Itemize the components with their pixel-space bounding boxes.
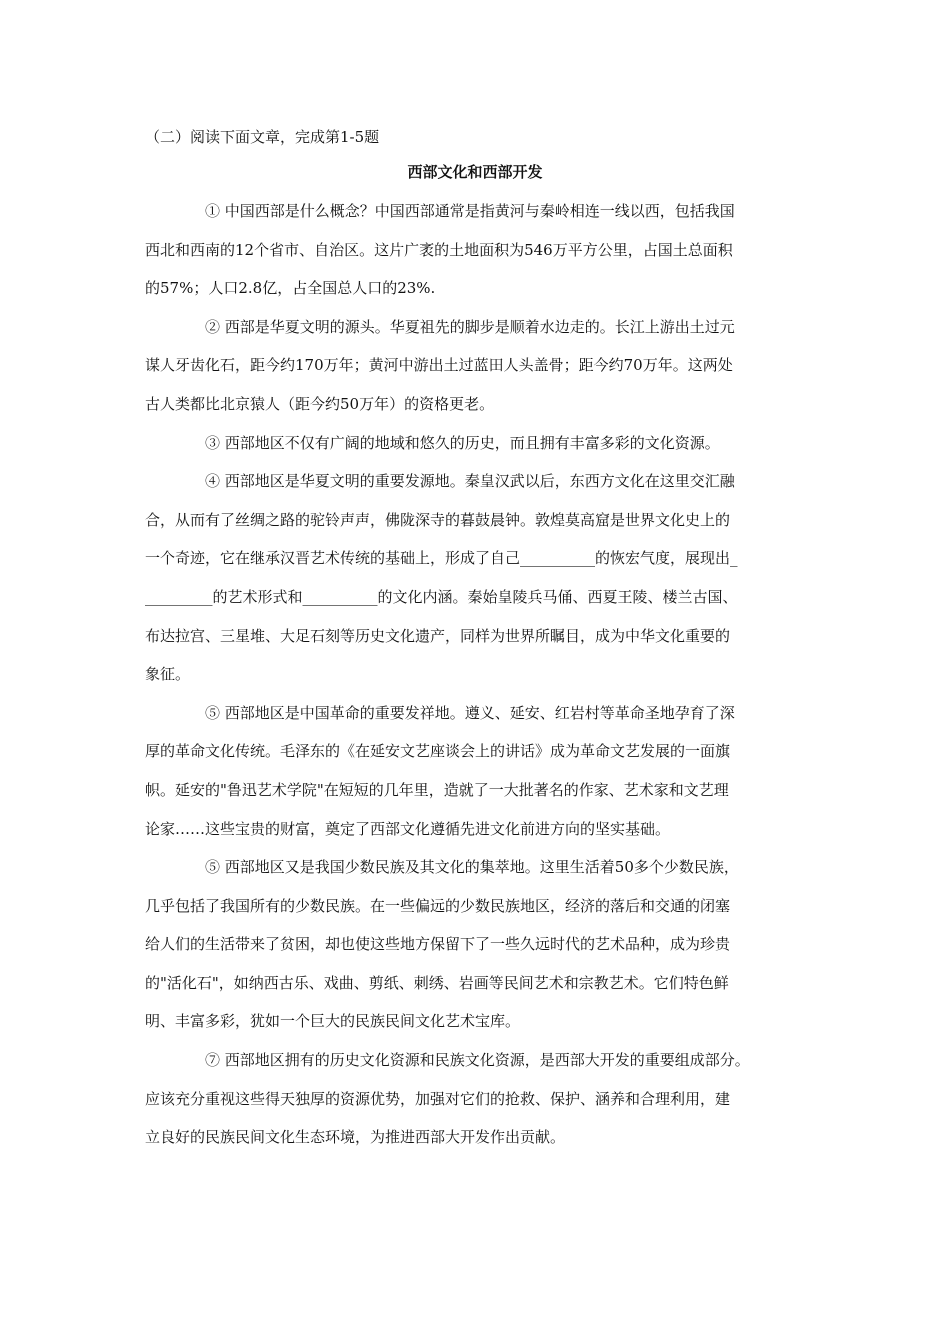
paragraph-line: 应该充分重视这些得天独厚的资源优势，加强对它们的抢救、保护、涵养和合理利用，建 <box>145 1089 731 1108</box>
paragraph-3 <box>145 424 805 463</box>
paragraph-line: 象征。 <box>145 665 191 684</box>
paragraph-4 <box>145 462 805 694</box>
paragraph-line: 的"活化石"，如纳西古乐、戏曲、剪纸、刺绣、岩画等民间艺术和宗教艺术。它们特色鲜 <box>145 973 729 992</box>
paragraph-line: 立良好的民族民间文化生态环境，为推进西部大开发作出贡献。 <box>145 1128 566 1147</box>
paragraph-6 <box>145 848 805 1041</box>
paragraph-line: 西北和西南的12个省市、自治区。这片广袤的土地面积为546万平方公里，占国土总面积 <box>145 240 733 259</box>
section-heading: （二）阅读下面文章，完成第1-5题 <box>145 128 380 146</box>
document-page <box>145 120 805 1157</box>
paragraph-line: 几乎包括了我国所有的少数民族。在一些偏远的少数民族地区，经济的落后和交通的闭塞 <box>145 896 731 915</box>
paragraph-line: 给人们的生活带来了贫困，却也使这些地方保留下了一些久远时代的艺术品种，成为珍贵 <box>145 935 731 954</box>
paragraph-line: ④ 西部地区是华夏文明的重要发源地。秦皇汉武以后，东西方文化在这里交汇融 <box>205 472 735 491</box>
paragraph-line: 合，从而有了丝绸之路的驼铃声声，佛陇深寺的暮鼓晨钟。敦煌莫高窟是世界文化史上的 <box>145 510 731 529</box>
paragraph-line: ③ 西部地区不仅有广阔的地域和悠久的历史，而且拥有丰富多彩的文化资源。 <box>205 433 720 452</box>
paragraph-line: 谋人牙齿化石，距今约170万年；黄河中游出土过蓝田人头盖骨；距今约70万年。这两处 <box>145 356 733 375</box>
article-title: 西部文化和西部开发 <box>407 163 543 181</box>
paragraph-line: _________的艺术形式和__________的文化内涵。秦始皇陵兵马俑、西夏王陵、楼兰古国、 <box>145 587 738 606</box>
paragraph-5 <box>145 694 805 848</box>
paragraph-line: 古人类都比北京猿人（距今约50万年）的资格更老。 <box>145 394 495 413</box>
paragraph-line: ① 中国西部是什么概念？中国西部通常是指黄河与秦岭相连一线以西，包括我国 <box>205 202 735 220</box>
paragraph-line: 一个奇迹，它在继承汉晋艺术传统的基础上，形成了自己__________的恢宏气度，展现出_ <box>145 549 738 568</box>
paragraph-1 <box>145 192 805 308</box>
paragraph-line: 帜。延安的"鲁迅艺术学院"在短短的几年里，造就了一大批著名的作家、艺术家和文艺理 <box>145 780 729 799</box>
paragraph-7 <box>145 1041 805 1157</box>
paragraph-line: ② 西部是华夏文明的源头。华夏祖先的脚步是顺着水边走的。长江上游出土过元 <box>205 317 735 336</box>
paragraph-line: ⑤ 西部地区是中国革命的重要发祥地。遵义、延安、红岩村等革命圣地孕育了深 <box>205 703 735 722</box>
paragraph-line: 的57%；人口2.8亿，占全国总人口的23%. <box>145 279 436 298</box>
paragraph-2 <box>145 308 805 424</box>
paragraph-line: 明、丰富多彩，犹如一个巨大的民族民间文化艺术宝库。 <box>145 1012 521 1031</box>
paragraph-line: 论家……这些宝贵的财富，奠定了西部文化遵循先进文化前进方向的坚实基础。 <box>145 819 671 838</box>
paragraph-line: ⑤ 西部地区又是我国少数民族及其文化的集萃地。这里生活着50多个少数民族， <box>205 858 739 877</box>
paragraph-line: ⑦ 西部地区拥有的历史文化资源和民族文化资源，是西部大开发的重要组成部分。 <box>205 1051 750 1070</box>
paragraph-line: 布达拉宫、三星堆、大足石刻等历史文化遗产，同样为世界所瞩目，成为中华文化重要的 <box>145 626 731 645</box>
paragraph-line: 厚的革命文化传统。毛泽东的《在延安文艺座谈会上的讲话》成为革命文艺发展的一面旗 <box>145 742 731 761</box>
